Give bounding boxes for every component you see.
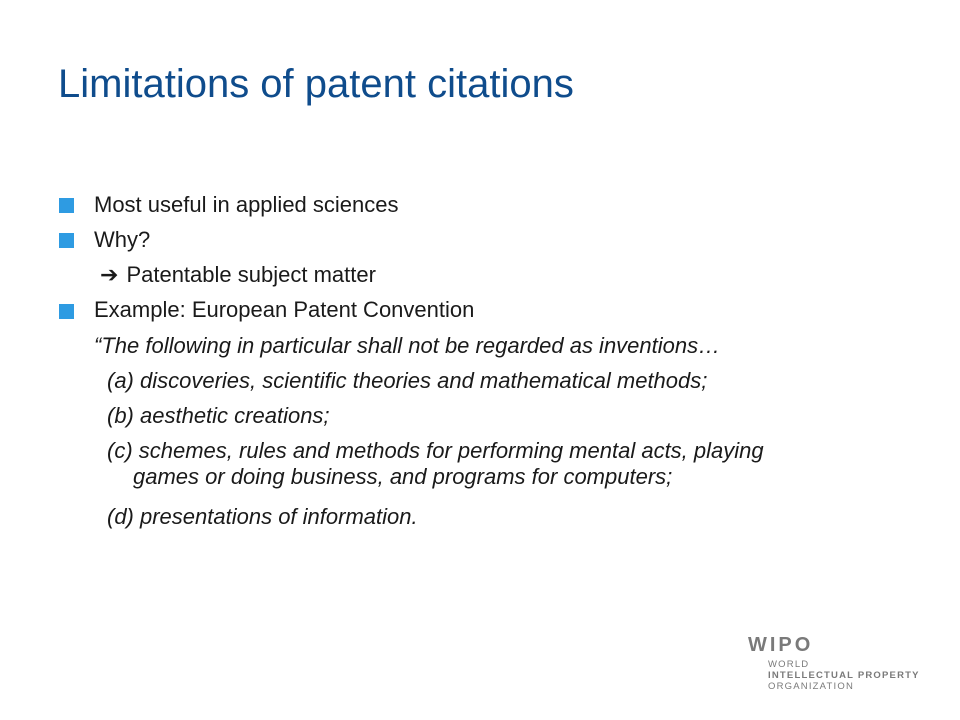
bullet-text-applied-sciences: Most useful in applied sciences [94, 192, 399, 217]
logo-line-organization: ORGANIZATION [768, 681, 855, 692]
bullet-text-epc: Example: European Patent Convention [94, 297, 475, 322]
quote-line: “The following in particular shall not be regarded as inventions… [94, 333, 721, 358]
arrow-line [100, 262, 376, 288]
logo-wordmark: WIPO [748, 634, 814, 656]
right-arrow-icon: ➔ [100, 262, 119, 287]
logo-line-intellectual-property: INTELLECTUAL PROPERTY [768, 670, 920, 681]
slide-title: Limitations of patent citations [58, 62, 574, 106]
bullet-square-icon [59, 198, 74, 213]
item-a: (a) discoveries, scientific theories and mathematical methods; [107, 368, 708, 393]
bullet-square-icon [59, 233, 74, 248]
logo-line-world: WORLD [768, 659, 810, 670]
wipo-logo [748, 634, 928, 694]
item-c-line1: (c) schemes, rules and methods for performing mental acts, playing [107, 438, 764, 463]
item-c-line2: games or doing business, and programs for computers; [133, 464, 673, 489]
item-d: (d) presentations of information. [107, 504, 418, 529]
item-b: (b) aesthetic creations; [107, 403, 330, 428]
bullet-square-icon [59, 304, 74, 319]
arrow-text: Patentable subject matter [126, 262, 376, 287]
bullet-text-why: Why? [94, 227, 151, 252]
